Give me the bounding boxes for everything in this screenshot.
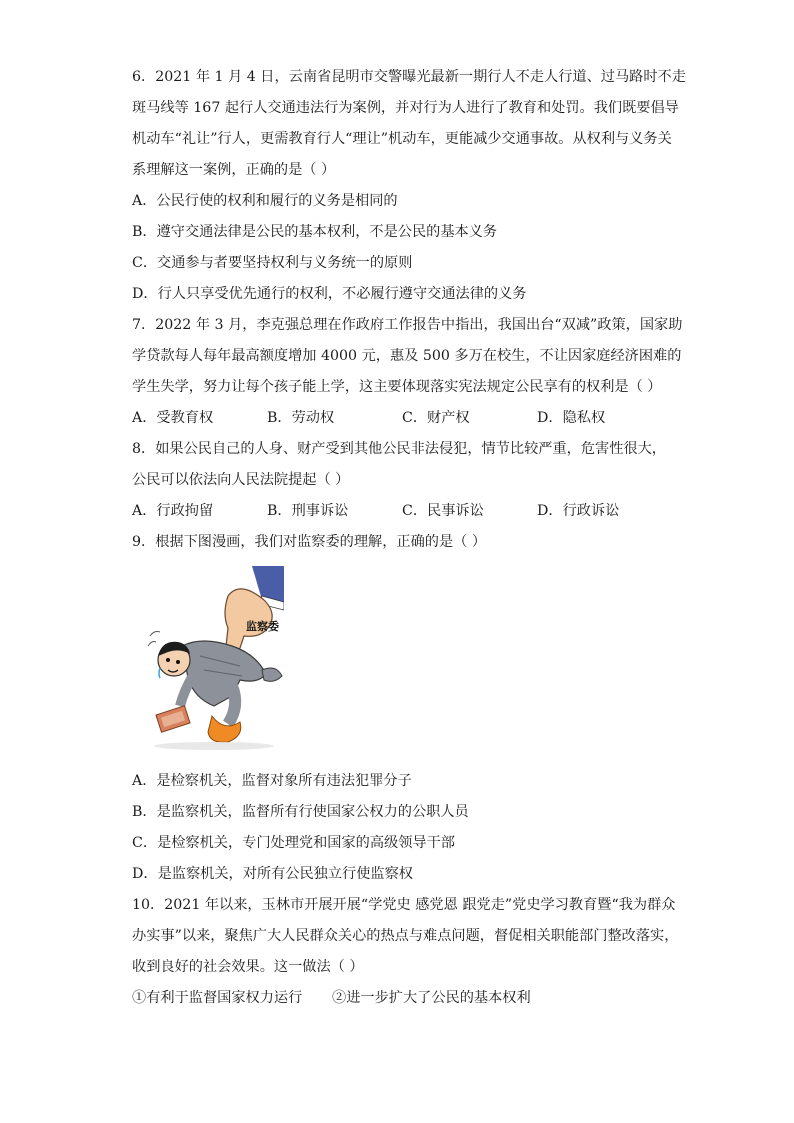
question-6-option-a: A．公民行使的权利和履行的义务是相同的 xyxy=(132,193,398,209)
question-6-line-1: 6．2021 年 1 月 4 日，云南省昆明市交警曝光最新一期行人不走人行道、过马路时不走 xyxy=(132,69,686,85)
question-7-option-a: A．受教育权 xyxy=(132,410,214,426)
question-9-line-1: 9．根据下图漫画，我们对监察委的理解，正确的是（ ） xyxy=(132,534,487,550)
question-7-line-3: 学生失学，努力让每个孩子能上学，这主要体现落实宪法规定公民享有的权利是（ ） xyxy=(132,379,662,395)
question-6-line-4: 系理解这一案例，正确的是（ ） xyxy=(132,162,336,178)
question-7-line-2: 学贷款每人每年最高额度增加 4000 元，惠及 500 多万在校生，不让因家庭经济困难的 xyxy=(132,348,682,364)
question-7-option-d: D．隐私权 xyxy=(537,410,606,426)
question-8-option-a: A．行政拘留 xyxy=(132,503,214,519)
question-7 xyxy=(132,310,683,434)
question-6-option-d: D．行人只享受优先通行的权利，不必履行遵守交通法律的义务 xyxy=(132,286,527,302)
question-6-option-b: B．遵守交通法律是公民的基本权利，不是公民的基本义务 xyxy=(132,224,498,240)
question-10-statement-1: ①有利于监督国家权力运行 xyxy=(132,990,303,1006)
question-8 xyxy=(132,434,672,527)
question-9-option-d: D．是监察机关，对所有公民独立行使监察权 xyxy=(132,866,413,882)
question-7-line-1: 7．2022 年 3 月，李克强总理在作政府工作报告中指出，我国出台“双减”政策，国家助 xyxy=(132,317,683,333)
question-8-option-c: C．民事诉讼 xyxy=(402,503,484,519)
question-10-line-3: 收到良好的社会效果。这一做法（ ） xyxy=(132,959,364,975)
question-8-options xyxy=(132,496,672,527)
comic-label-text: 监察委 xyxy=(246,620,279,633)
question-8-option-d: D．行政诉讼 xyxy=(537,503,620,519)
question-9-option-b: B．是监察机关，监督所有行使国家公权力的公职人员 xyxy=(132,804,469,820)
question-7-option-c: C．财产权 xyxy=(402,410,470,426)
question-6 xyxy=(132,62,686,310)
question-7-option-b: B．劳动权 xyxy=(267,410,335,426)
question-10 xyxy=(132,890,679,1014)
question-9-option-c: C．是检察机关，专门处理党和国家的高级领导干部 xyxy=(132,835,455,851)
question-8-line-1: 8．如果公民自己的人身、财产受到其他公民非法侵犯，情节比较严重，危害性很大， xyxy=(132,441,666,457)
question-6-line-3: 机动车“礼让”行人，更需教育行人“理让”机动车，更能减少交通事故。从权利与义务关 xyxy=(132,131,672,147)
question-10-line-2: 办实事”以来，聚焦广大人民群众关心的热点与难点问题，督促相关职能部门整改落实， xyxy=(132,928,679,944)
question-8-line-2: 公民可以依法向人民法院提起（ ） xyxy=(132,472,350,488)
question-10-statements xyxy=(132,983,672,1014)
question-10-statement-2: ②进一步扩大了公民的基本权利 xyxy=(332,990,531,1006)
exam-page xyxy=(132,62,686,1014)
question-7-options xyxy=(132,403,672,434)
question-9-option-a: A．是检察机关，监督对象所有违法犯罪分子 xyxy=(132,773,412,789)
question-6-option-c: C．交通参与者要坚持权利与义务统一的原则 xyxy=(132,255,413,271)
question-6-line-2: 斑马线等 167 起行人交通违法行为案例，并对行为人进行了教育和处罚。我们既要倡导 xyxy=(132,100,679,116)
question-10-line-1: 10．2021 年以来，玉林市开展开展“学党史 感党恩 跟党走”党史学习教育暨“我为群众 xyxy=(132,897,676,913)
question-8-option-b: B．刑事诉讼 xyxy=(267,503,349,519)
question-9 xyxy=(132,527,672,890)
supervision-comic-image xyxy=(144,566,284,752)
